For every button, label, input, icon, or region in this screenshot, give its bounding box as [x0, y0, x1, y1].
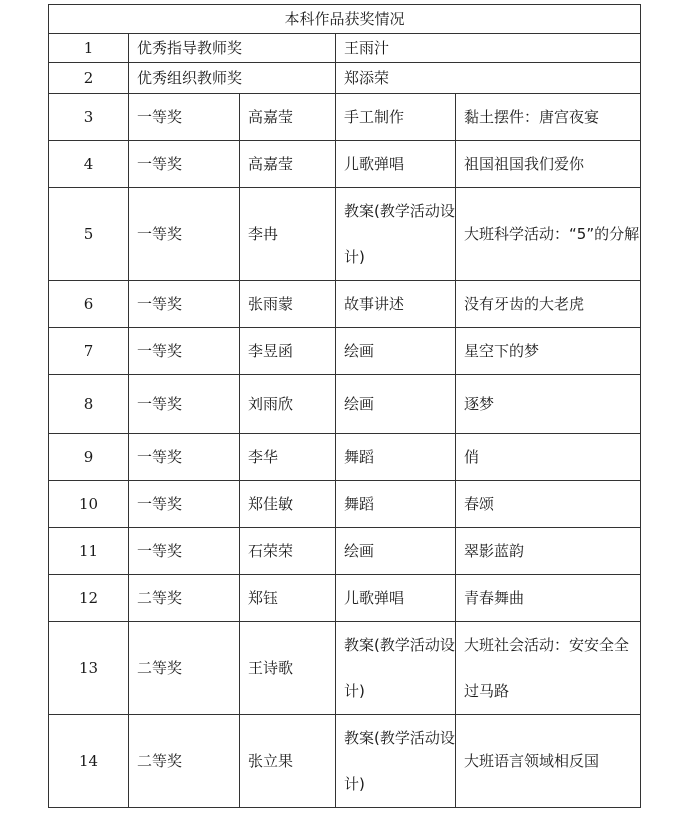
award-level: 一等奖: [129, 328, 240, 375]
work-category: 手工制作: [336, 94, 456, 141]
award-level: 一等奖: [129, 94, 240, 141]
work-title: 逐梦: [456, 375, 641, 434]
work-title: 大班社会活动：安安全全过马路: [456, 622, 641, 715]
special-award-row: [49, 63, 641, 94]
table-row: [49, 481, 641, 528]
work-title: 大班科学活动：“5”的分解: [456, 188, 641, 281]
row-number: 8: [49, 375, 129, 434]
work-title: 大班语言领域相反国: [456, 715, 641, 808]
work-title: 祖国祖国我们爱你: [456, 141, 641, 188]
table-row: [49, 188, 641, 281]
student-name: 王诗歌: [240, 622, 336, 715]
student-name: 李昱函: [240, 328, 336, 375]
student-name: 郑钰: [240, 575, 336, 622]
row-number: 4: [49, 141, 129, 188]
work-category: 绘画: [336, 528, 456, 575]
table-row: [49, 281, 641, 328]
row-number: 11: [49, 528, 129, 575]
student-name: 张立果: [240, 715, 336, 808]
work-title: 青春舞曲: [456, 575, 641, 622]
table-row: [49, 528, 641, 575]
student-name: 李冉: [240, 188, 336, 281]
row-number: 3: [49, 94, 129, 141]
row-number: 12: [49, 575, 129, 622]
row-number: 14: [49, 715, 129, 808]
row-number: 1: [49, 34, 129, 63]
row-number: 9: [49, 434, 129, 481]
work-category: 教案(教学活动设计): [336, 622, 456, 715]
award-level: 二等奖: [129, 715, 240, 808]
row-number: 13: [49, 622, 129, 715]
work-title: 春颂: [456, 481, 641, 528]
row-number: 7: [49, 328, 129, 375]
student-name: 郑佳敏: [240, 481, 336, 528]
work-category: 舞蹈: [336, 434, 456, 481]
teacher-name: 郑添荣: [336, 63, 641, 94]
work-title: 星空下的梦: [456, 328, 641, 375]
award-level: 一等奖: [129, 434, 240, 481]
table-row: [49, 434, 641, 481]
work-category: 舞蹈: [336, 481, 456, 528]
table-title: 本科作品获奖情况: [49, 5, 641, 34]
table-row: [49, 575, 641, 622]
row-number: 6: [49, 281, 129, 328]
table-row: [49, 94, 641, 141]
student-name: 高嘉莹: [240, 94, 336, 141]
special-award-row: [49, 34, 641, 63]
award-level: 一等奖: [129, 188, 240, 281]
work-category: 儿歌弹唱: [336, 141, 456, 188]
award-level: 一等奖: [129, 375, 240, 434]
teacher-name: 王雨汁: [336, 34, 641, 63]
award-level: 一等奖: [129, 528, 240, 575]
work-category: 教案(教学活动设计): [336, 188, 456, 281]
work-category: 绘画: [336, 375, 456, 434]
table-row: [49, 715, 641, 808]
student-name: 高嘉莹: [240, 141, 336, 188]
award-level: 二等奖: [129, 622, 240, 715]
work-title: 黏土摆件：唐宫夜宴: [456, 94, 641, 141]
student-name: 石荣荣: [240, 528, 336, 575]
award-name: 优秀指导教师奖: [129, 34, 336, 63]
table-row: [49, 375, 641, 434]
work-category: 儿歌弹唱: [336, 575, 456, 622]
work-title: 俏: [456, 434, 641, 481]
award-level: 一等奖: [129, 281, 240, 328]
table-row: [49, 622, 641, 715]
awards-table: [48, 4, 641, 808]
row-number: 2: [49, 63, 129, 94]
row-number: 10: [49, 481, 129, 528]
table-row: [49, 328, 641, 375]
work-title: 翠影蓝韵: [456, 528, 641, 575]
award-level: 二等奖: [129, 575, 240, 622]
row-number: 5: [49, 188, 129, 281]
award-level: 一等奖: [129, 481, 240, 528]
student-name: 李华: [240, 434, 336, 481]
student-name: 刘雨欣: [240, 375, 336, 434]
table-row: [49, 141, 641, 188]
work-title: 没有牙齿的大老虎: [456, 281, 641, 328]
work-category: 故事讲述: [336, 281, 456, 328]
work-category: 教案(教学活动设计): [336, 715, 456, 808]
award-level: 一等奖: [129, 141, 240, 188]
work-category: 绘画: [336, 328, 456, 375]
award-name: 优秀组织教师奖: [129, 63, 336, 94]
student-name: 张雨蒙: [240, 281, 336, 328]
